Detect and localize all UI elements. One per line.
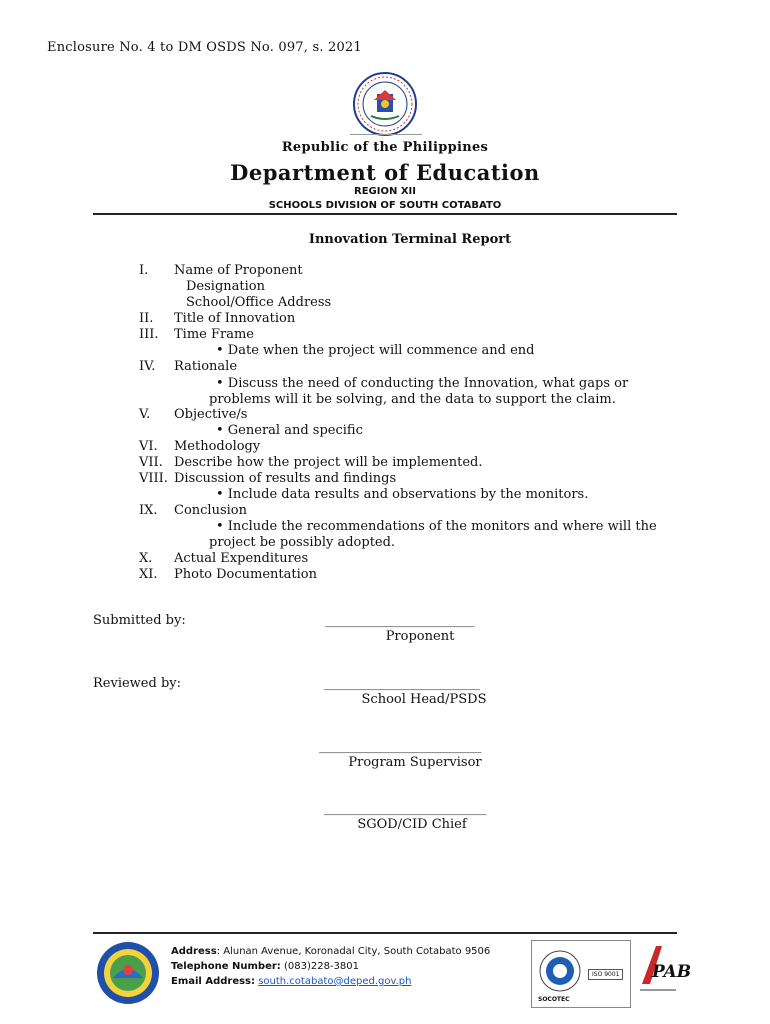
outline-item: Photo Documentation: [174, 567, 317, 582]
role-proponent: Proponent: [385, 629, 455, 644]
phone-label: Telephone Number:: [171, 961, 281, 972]
outline-item: Name of Proponent: [174, 263, 303, 278]
signature-line: _______________________: [325, 613, 475, 628]
footer-email: [171, 976, 411, 987]
role-school-head: School Head/PSDS: [361, 692, 487, 707]
signature-line: ________________________: [324, 676, 480, 691]
outline-bullet: • Discuss the need of conducting the Innovation, what gaps or: [216, 376, 629, 391]
outline-bullet-continued: problems will it be solving, and the data to support the claim.: [209, 392, 616, 407]
signature-line: _________________________: [319, 739, 482, 754]
email-link[interactable]: south.cotabato@deped.gov.ph: [258, 976, 412, 987]
item-number: IX.: [139, 503, 158, 518]
outline-bullet: • Include data results and observations by the monitors.: [216, 487, 589, 502]
item-number: VII.: [139, 455, 163, 470]
outline-item: Actual Expenditures: [174, 551, 309, 566]
reviewed-by-label: Reviewed by:: [93, 676, 181, 691]
header-divider: [93, 213, 677, 215]
socotec-badge-icon: [538, 949, 582, 993]
outline-item: Title of Innovation: [174, 311, 296, 326]
role-program-supervisor: Program Supervisor: [348, 755, 482, 770]
footer-divider: [93, 932, 677, 934]
outline-item: Methodology: [174, 439, 261, 454]
submitted-by-label: Submitted by:: [93, 613, 186, 628]
outline-item: School/Office Address: [186, 295, 332, 310]
outline-bullet: • General and specific: [216, 423, 363, 438]
item-number: III.: [139, 327, 159, 342]
item-number: IV.: [139, 359, 156, 374]
footer-address: [171, 946, 490, 957]
item-number: XI.: [139, 567, 158, 582]
enclosure-note: Enclosure No. 4 to DM OSDS No. 097, s. 2021: [47, 40, 362, 55]
email-label: Email Address:: [171, 976, 256, 987]
republic-heading: Republic of the Philippines: [281, 140, 489, 155]
footer-phone: [171, 961, 359, 972]
division-heading: SCHOOLS DIVISION OF SOUTH COTABATO: [268, 200, 502, 211]
iso-label: ISO 9001: [588, 969, 623, 980]
outline-item: Time Frame: [174, 327, 254, 342]
pab-accreditation-logo: [636, 940, 692, 1006]
region-heading: REGION XII: [354, 186, 416, 197]
item-number: VI.: [139, 439, 158, 454]
socotec-certification-logo: [531, 940, 631, 1008]
outline-bullet: • Date when the project will commence and end: [216, 343, 535, 358]
role-sgod-cid-chief: SGOD/CID Chief: [357, 817, 467, 832]
pab-label: PAB: [652, 962, 692, 982]
outline-item: Discussion of results and findings: [174, 471, 397, 486]
outline-bullet: • Include the recommendations of the monitors and where will the: [216, 519, 657, 534]
outline-item: Designation: [186, 279, 265, 294]
outline-item: Objective/s: [174, 407, 248, 422]
outline-item: Rationale: [174, 359, 238, 374]
item-number: II.: [139, 311, 154, 326]
socotec-label: SOCOTEC: [538, 996, 570, 1003]
item-number: V.: [139, 407, 151, 422]
division-seal-icon: [95, 940, 161, 1006]
outline-item: Conclusion: [174, 503, 247, 518]
department-heading: Department of Education: [230, 160, 540, 185]
signature-line: _________________________: [324, 801, 487, 816]
address-value: : Alunan Avenue, Koronadal City, South Cotabato 9506: [216, 946, 491, 957]
outline-item: Describe how the project will be implemented.: [174, 455, 483, 470]
phone-value: (083)228-3801: [280, 961, 360, 972]
item-number: X.: [139, 551, 153, 566]
seal-divider: [350, 134, 422, 135]
report-title: Innovation Terminal Report: [308, 232, 512, 247]
address-label: Address: [171, 946, 217, 957]
item-number: VIII.: [139, 471, 168, 486]
item-number: I.: [139, 263, 149, 278]
outline-bullet-continued: project be possibly adopted.: [209, 535, 396, 550]
